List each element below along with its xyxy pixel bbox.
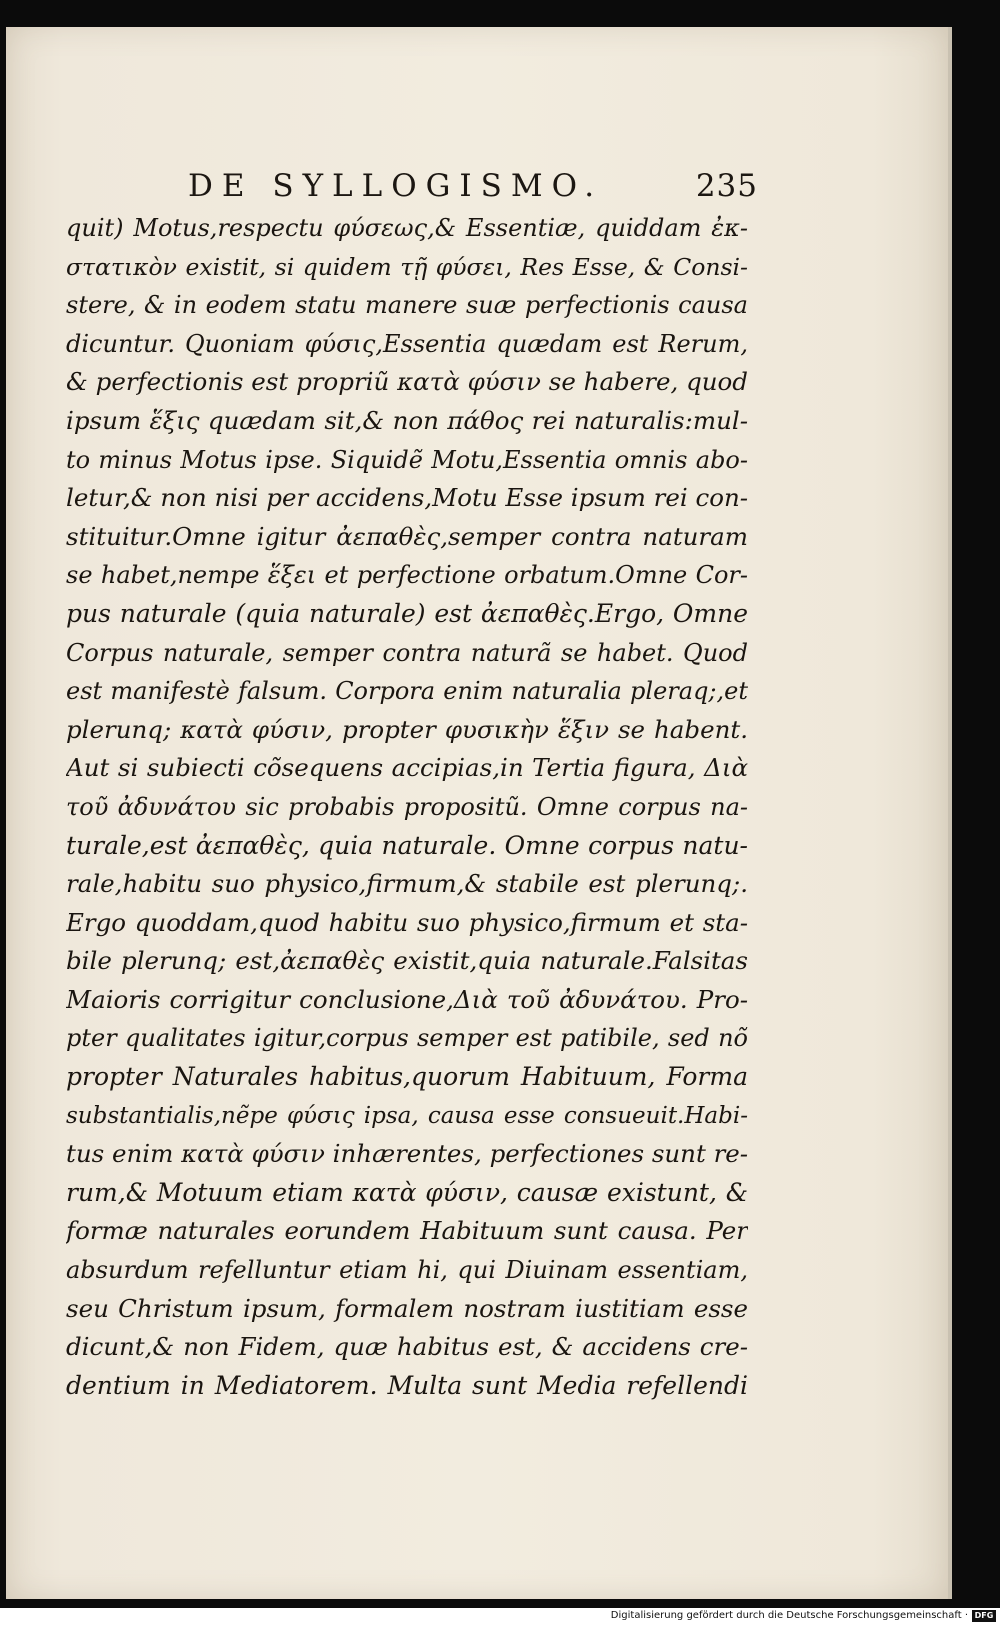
text-line: rale,habitu suo physico,firmum,& stabile est plerunq;. [66, 869, 748, 899]
text-line: se habet,nempe ἕξει et perfectione orbatum.Omne Cor- [66, 561, 748, 590]
text-line: est manifestè falsum. Corpora enim naturalia pleraq;,et [66, 677, 748, 706]
text-line: to minus Motus ipse. Siquidẽ Motu,Essentia omnis abo- [66, 445, 748, 474]
page-edge [948, 27, 952, 1599]
text-line: formæ naturales eorundem Habituum sunt causa. Per [66, 1216, 748, 1246]
text-line: tus enim κατὰ φύσιν inhærentes, perfectiones sunt re- [66, 1139, 748, 1169]
dfg-logo: DFG [972, 1610, 996, 1622]
text-line: letur,& non nisi per accidens,Motu Esse ipsum rei con- [66, 483, 748, 513]
text-line: pter qualitates igitur,corpus semper est patibile, sed nõ [66, 1024, 748, 1053]
page-number: 235 [695, 168, 758, 204]
text-line: dentium in Mediatorem. Multa sunt Media refellendi [66, 1370, 748, 1400]
text-line: τοῦ ἀδυνάτου sic probabis propositũ. Omne corpus na- [66, 792, 748, 821]
footer-credit: Digitalisierung gefördert durch die Deutsche Forschungsgemeinschaft · [610, 1610, 968, 1621]
running-head [188, 168, 758, 208]
text-line: turale,est ἀεπαθὲς, quia naturale. Omne corpus natu- [66, 830, 748, 860]
text-line: rum,& Motuum etiam κατὰ φύσιν, causæ existunt, & [66, 1177, 748, 1207]
text-line: Maioris corrigitur conclusione,Διὰ τοῦ ἀδυνάτου. Pro- [66, 984, 748, 1014]
text-line: stituitur.Omne igitur ἀεπαθὲς,semper contra naturam [66, 521, 748, 551]
text-line: stere, & in eodem statu manere suæ perfectionis causa [66, 291, 748, 320]
text-line: & perfectionis est propriũ κατὰ φύσιν se habere, quod [66, 367, 748, 397]
text-line: quit) Motus,respectu φύσεως,& Essentiæ, quiddam ἐκ- [66, 214, 748, 242]
text-line: seu Christum ipsum, formalem nostram iustitiam esse [66, 1293, 748, 1323]
text-line: plerunq; κατὰ φύσιν, propter φυσικὴν ἕξιν se habent. [66, 714, 748, 744]
body-text [66, 209, 748, 1405]
text-line: Ergo quoddam,quod habitu suo physico,firmum et sta- [66, 907, 748, 937]
text-line: Aut si subiecti cõsequens accipias,in Tertia figura, Διὰ [66, 753, 748, 783]
text-line: στατικὸν existit, si quidem τῇ φύσει, Res Esse, & Consi- [66, 252, 748, 281]
text-line: dicunt,& non Fidem, quæ habitus est, & accidens cre- [66, 1332, 748, 1362]
text-line: pus naturale (quia naturale) est ἀεπαθὲς.Ergo, Omne [66, 598, 748, 628]
text-line: substantialis,nẽpe φύσις ipsa, causa esse consueuit.Habi- [66, 1102, 748, 1129]
text-line: dicuntur. Quoniam φύσις,Essentia quædam est Rerum, [66, 329, 748, 358]
running-head-title: DE SYLLOGISMO. [188, 168, 604, 204]
text-line: absurdum refelluntur etiam hi, qui Diuinam essentiam, [66, 1256, 748, 1285]
text-line: propter Naturales habitus,quorum Habituum, Forma [66, 1062, 748, 1092]
text-line: ipsum ἕξις quædam sit,& non πάθος rei naturalis:mul- [66, 405, 748, 435]
text-line: bile plerunq; est,ἀεπαθὲς existit,quia naturale.Falsitas [66, 946, 748, 976]
text-line: Corpus naturale, semper contra naturã se habet. Quod [66, 638, 748, 667]
